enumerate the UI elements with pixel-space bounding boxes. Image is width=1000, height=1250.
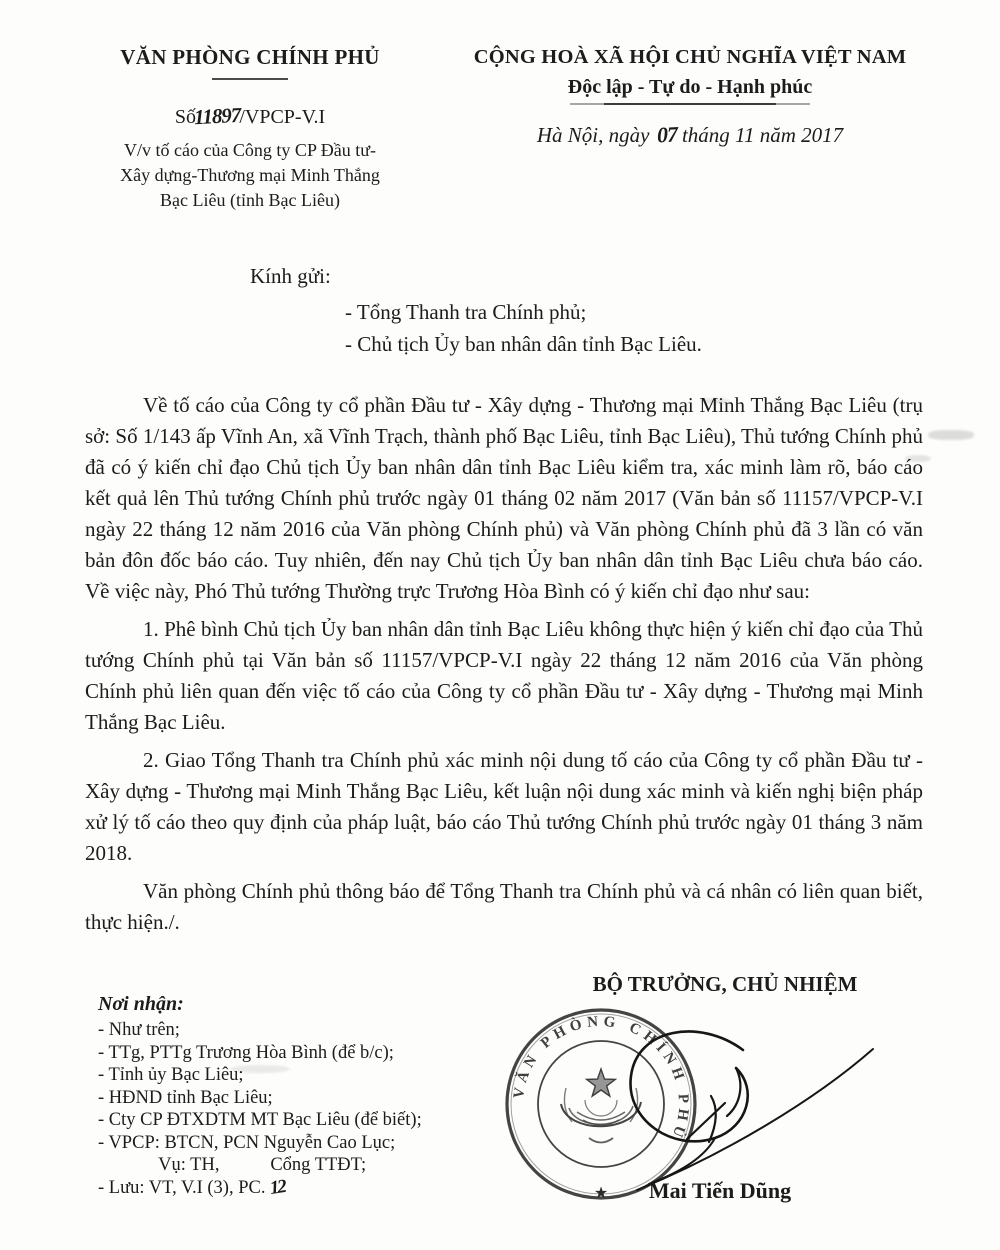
issuing-agency-name: VĂN PHÒNG CHÍNH PHỦ [120, 45, 380, 69]
official-seal-icon [507, 1010, 695, 1198]
national-header-block [425, 46, 955, 148]
place-date-suffix: tháng 11 năm 2017 [681, 122, 844, 147]
signer-title: BỘ TRƯỞNG, CHỦ NHIỆM [592, 972, 858, 996]
cc-luu-text: - Lưu: VT, V.I (3), PC. [98, 1177, 266, 1198]
paragraph-item-1: 1. Phê bình Chủ tịch Ủy ban nhân dân tỉnh Bạc Liêu không thực hiện ý kiến chỉ đạo của Thủ tướng Chính phủ tại Văn bản số 11157/VPCP-V.I ngày 22 tháng 12 năm 2016 của Văn phòng Chính phủ liên quan đến việc tố cáo của Công ty cổ phần Đầu tư - Xây dựng - Thương mại Minh Thắng Bạc Liêu. [85, 617, 923, 734]
paragraph-intro: Về tố cáo của Công ty cổ phần Đầu tư - Xây dựng - Thương mại Minh Thắng Bạc Liêu (trụ sở: Số 1/143 ấp Vĩnh An, xã Vĩnh Trạch, thành phố Bạc Liêu, tỉnh Bạc Liêu), Thủ tướng Chính phủ đã có ý kiến chỉ đạo Chủ tịch Ủy ban nhân dân tỉnh Bạc Liêu kiểm tra, xác minh làm rõ, báo cáo kết quả lên Thủ tướng Chính phủ trước ngày 01 tháng 02 năm 2017 (Văn bản số 11157/VPCP-V.I ngày 22 tháng 12 năm 2016 của Văn phòng Chính phủ) và Văn phòng Chính phủ đã 3 lần có văn bản đôn đốc báo cáo. Tuy nhiên, đến nay Chủ tịch Ủy ban nhân dân tỉnh Bạc Liêu chưa báo cáo. Về việc này, Phó Thủ tướng Thường trực Trương Hòa Bình có ý kiến chỉ đạo như sau: [85, 393, 923, 603]
national-motto: Độc lập - Tự do - Hạnh phúc [567, 76, 813, 98]
agency-underline [212, 78, 288, 80]
scan-noise [928, 430, 974, 440]
signer-name: Mai Tiến Dũng [648, 1178, 792, 1203]
cc-block [98, 993, 458, 1199]
cc-item: - VPCP: BTCN, PCN Nguyễn Cao Lục; [98, 1132, 396, 1153]
subject-line-3: Bạc Liêu (tỉnh Bạc Liêu) [160, 190, 340, 210]
scan-noise [700, 398, 730, 404]
handwritten-paraph: 12 [268, 1175, 287, 1199]
document-number [55, 104, 445, 129]
place-date-prefix: Hà Nội, ngày [536, 122, 650, 147]
doc-number-label: Số [174, 106, 196, 128]
scan-noise [230, 1065, 290, 1073]
subject-line-2: Xây dựng-Thương mại Minh Thắng [120, 165, 380, 185]
seal-arc-text: VĂN PHÒNG CHÍNH PHỦ [510, 1013, 692, 1144]
cc-item-luu [98, 1177, 458, 1200]
issuing-agency-block [55, 45, 445, 213]
cc-item: - Cty CP ĐTXDTM MT Bạc Liêu (để biết); [98, 1110, 422, 1130]
recipient-item-2: - Chủ tịch Ủy ban nhân dân tỉnh Bạc Liêu. [345, 332, 702, 356]
doc-number-handwritten: 11897 [193, 102, 241, 130]
recipient-list [345, 296, 702, 360]
cc-item: - TTg, PTTg Trương Hòa Bình (để b/c); [98, 1042, 394, 1063]
letter-body [85, 390, 923, 945]
cc-item: - HĐND tỉnh Bạc Liêu; [98, 1087, 273, 1108]
doc-number-suffix: /VPCP-V.I [239, 106, 326, 128]
place-date-line [425, 122, 955, 148]
scan-noise [905, 455, 931, 462]
cc-item: Vụ: TH, Cổng TTĐT; [98, 1155, 367, 1175]
star-emblem-icon [587, 1069, 616, 1096]
cc-label: Nơi nhận: [98, 993, 184, 1015]
subject-block [55, 138, 445, 213]
cc-item: - Như trên; [98, 1020, 180, 1040]
paragraph-item-2: 2. Giao Tổng Thanh tra Chính phủ xác minh nội dung tố cáo của Công ty cổ phần Đầu tư - Xây dựng - Thương mại Minh Thắng Bạc Liêu, kết luận nội dung xác minh và kiến nghị biện pháp xử lý tố cáo theo quy định của pháp luật, báo cáo Thủ tướng Chính phủ trước ngày 01 tháng 3 năm 2018. [85, 748, 923, 865]
subject-line-1: V/v tố cáo của Công ty CP Đầu tư- [123, 140, 377, 160]
seal-bottom-star-icon: ★ [593, 1185, 609, 1202]
salutation: Kính gửi: [250, 264, 331, 288]
recipient-item-1: - Tổng Thanh tra Chính phủ; [345, 300, 587, 324]
motto-underline [604, 103, 776, 105]
day-handwritten: 07 [656, 121, 678, 148]
national-title: CỘNG HOÀ XÃ HỘI CHỦ NGHĨA VIỆT NAM [473, 46, 907, 68]
paragraph-closing: Văn phòng Chính phủ thông báo để Tổng Thanh tra Chính phủ và cá nhân có liên quan biết, thực hiện./. [85, 879, 923, 934]
cc-item: - Tỉnh ủy Bạc Liêu; [98, 1065, 244, 1085]
